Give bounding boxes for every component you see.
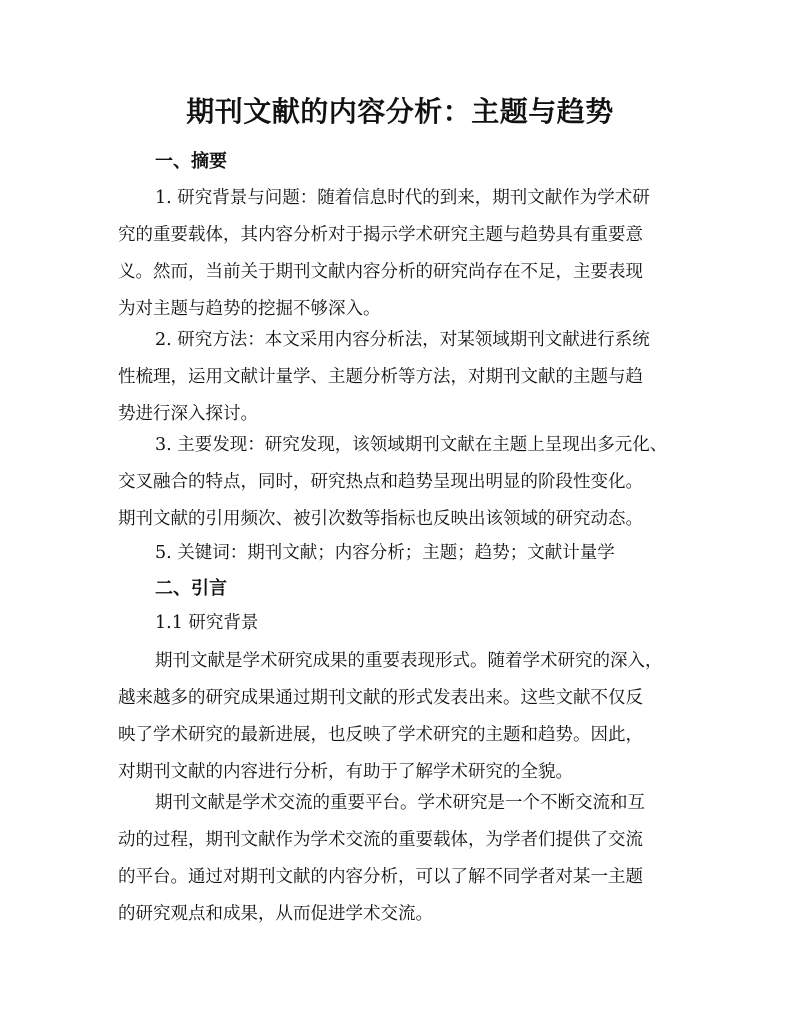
abstract-item-keywords xyxy=(118,535,684,572)
section-heading-abstract: 一、摘要 xyxy=(155,151,227,172)
paragraph-line: 5. 关键词：期刊文献；内容分析；主题；趋势；文献计量学 xyxy=(155,543,615,563)
page-title: 期刊文献的内容分析：主题与趋势 xyxy=(186,95,614,128)
paragraph-line: 的平台。通过对期刊文献的内容分析，可以了解不同学者对某一主题 xyxy=(118,867,643,887)
body-paragraph xyxy=(118,785,684,933)
paragraph-line: 动的过程，期刊文献作为学术交流的重要载体，为学者们提供了交流 xyxy=(118,830,643,850)
paragraph-line: 期刊文献是学术交流的重要平台。学术研究是一个不断交流和互 xyxy=(155,793,645,813)
paragraph-line: 期刊文献的引用频次、被引次数等指标也反映出该领域的研究动态。 xyxy=(118,509,643,529)
paragraph-line: 映了学术研究的最新进展，也反映了学术研究的主题和趋势。因此， xyxy=(118,725,643,745)
paragraph-line: 性梳理，运用文献计量学、主题分析等方法，对期刊文献的主题与趋 xyxy=(118,367,643,387)
paragraph-line: 越来越多的研究成果通过期刊文献的形式发表出来。这些文献不仅反 xyxy=(118,688,643,708)
paragraph-line: 为对主题与趋势的挖掘不够深入。 xyxy=(118,299,381,319)
abstract-item-findings xyxy=(118,427,684,538)
paragraph-line: 3. 主要发现：研究发现，该领域期刊文献在主题上呈现出多元化、 xyxy=(155,435,668,455)
abstract-item-method xyxy=(118,322,684,433)
section-heading-introduction: 二、引言 xyxy=(155,578,227,599)
paragraph-line: 义。然而，当前关于期刊文献内容分析的研究尚存在不足，主要表现 xyxy=(118,262,643,282)
paragraph-line: 2. 研究方法：本文采用内容分析法，对某领域期刊文献进行系统 xyxy=(155,330,650,350)
paragraph-line: 的研究观点和成果，从而促进学术交流。 xyxy=(118,904,433,924)
paragraph-line: 期刊文献是学术研究成果的重要表现形式。随着学术研究的深入， xyxy=(155,651,663,671)
abstract-item-background xyxy=(118,180,684,328)
paragraph-line: 势进行深入探讨。 xyxy=(118,404,258,424)
paragraph-line: 1. 研究背景与问题：随着信息时代的到来，期刊文献作为学术研 xyxy=(155,188,650,208)
paragraph-line: 交叉融合的特点，同时，研究热点和趋势呈现出明显的阶段性变化。 xyxy=(118,472,643,492)
body-paragraph xyxy=(118,643,684,791)
paragraph-line: 究的重要载体，其内容分析对于揭示学术研究主题与趋势具有重要意 xyxy=(118,225,643,245)
subsection-heading-background: 1.1 研究背景 xyxy=(155,613,259,633)
paragraph-line: 对期刊文献的内容进行分析，有助于了解学术研究的全貌。 xyxy=(118,762,573,782)
